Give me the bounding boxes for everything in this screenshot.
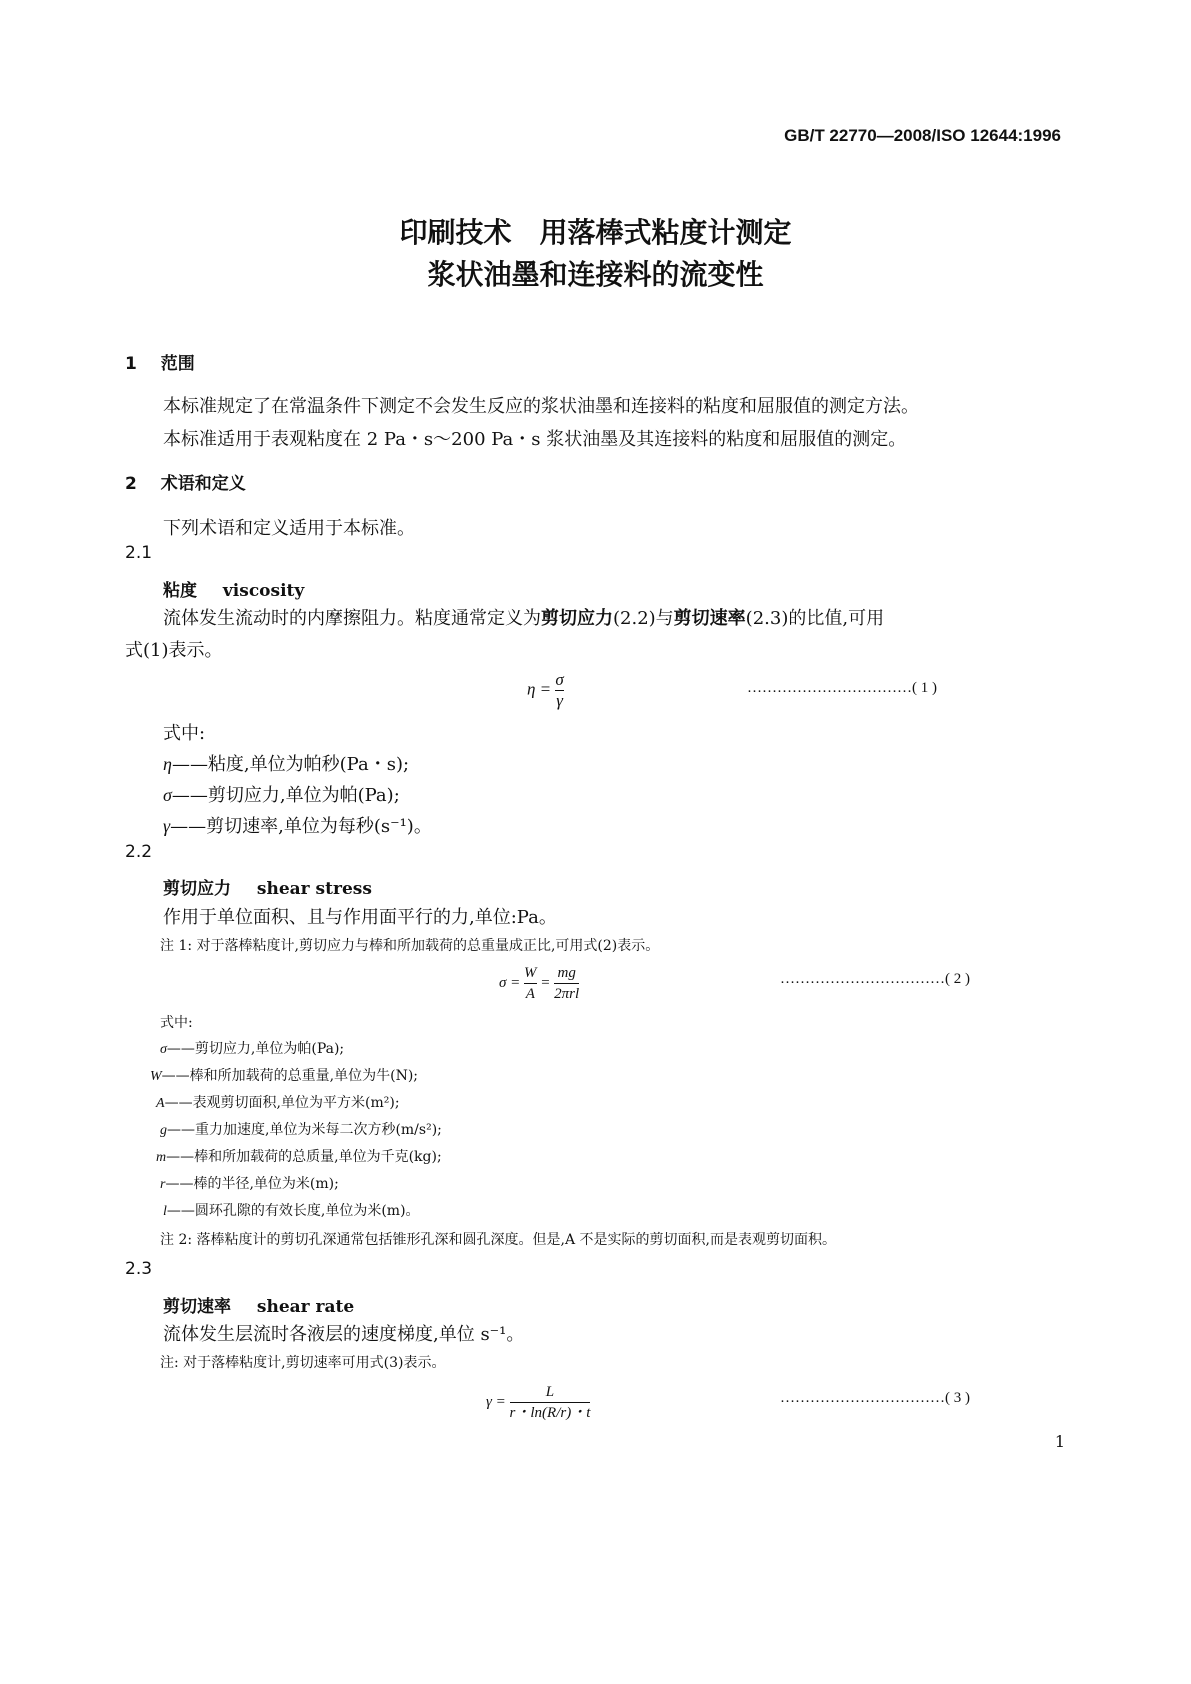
term-shear-rate bbox=[163, 1292, 354, 1317]
eq-fraction bbox=[524, 963, 537, 1004]
variable-row bbox=[163, 750, 409, 776]
title-line-2: 浆状油墨和连接料的流变性 bbox=[427, 258, 764, 291]
var-symbol: σ bbox=[163, 785, 172, 805]
section-title: 术语和定义 bbox=[160, 474, 246, 494]
section-number: 1 bbox=[125, 354, 137, 374]
where-label: 式中: bbox=[163, 723, 206, 744]
viscosity-definition bbox=[163, 604, 884, 630]
term-cn: 粘度 bbox=[163, 581, 197, 601]
var-description: ——棒的半径,单位为米(m); bbox=[165, 1176, 339, 1192]
term-shear-stress bbox=[163, 874, 372, 899]
section-1-heading bbox=[125, 349, 195, 374]
var-symbol: m bbox=[156, 1150, 167, 1165]
var-description: ——表观剪切面积,单位为平方米(m²); bbox=[164, 1095, 400, 1111]
var-description: ——棒和所加载荷的总质量,单位为千克(kg); bbox=[166, 1149, 442, 1165]
term-en: viscosity bbox=[222, 581, 305, 601]
var-symbol: W bbox=[150, 1069, 162, 1084]
eq-number: ( 1 ) bbox=[912, 680, 937, 696]
section-2-heading bbox=[125, 469, 246, 494]
eq-denominator: r・ln(R/r)・t bbox=[510, 1402, 591, 1423]
term-cn: 剪切应力 bbox=[163, 879, 231, 899]
var-symbol: σ bbox=[160, 1042, 167, 1057]
equation-3 bbox=[486, 1382, 590, 1423]
scope-paragraph-1: 本标准规定了在常温条件下测定不会发生反应的浆状油墨和连接料的粘度和屈服值的测定方法。 bbox=[163, 396, 919, 417]
eq-numerator: W bbox=[524, 965, 537, 981]
eq-denominator: 2πrl bbox=[554, 983, 579, 1004]
eq-number: ( 2 ) bbox=[945, 971, 970, 987]
def-text: (2.2)与 bbox=[613, 608, 674, 629]
var-description: ——剪切应力,单位为帕(Pa); bbox=[166, 1041, 345, 1057]
equation-1 bbox=[527, 670, 564, 711]
eq-numerator: mg bbox=[557, 965, 576, 981]
term-en: shear rate bbox=[256, 1297, 355, 1317]
title-line-1: 印刷技术 用落棒式粘度计测定 bbox=[399, 216, 792, 249]
variable-row bbox=[163, 812, 432, 838]
variable-row bbox=[156, 1092, 400, 1112]
variable-row bbox=[163, 781, 400, 807]
clause-2-1-number: 2.1 bbox=[125, 543, 153, 563]
term-viscosity bbox=[163, 576, 304, 601]
var-description: ——粘度,单位为帕秒(Pa・s); bbox=[171, 754, 410, 775]
equation-1-number bbox=[747, 680, 937, 697]
eq-fraction bbox=[554, 963, 579, 1004]
equation-2-number bbox=[780, 971, 970, 988]
equation-3-number bbox=[780, 1390, 970, 1407]
eq-denominator: γ bbox=[556, 691, 563, 710]
shear-rate-definition: 流体发生层流时各液层的速度梯度,单位 s⁻¹。 bbox=[163, 1324, 525, 1345]
eq-lhs: σ = bbox=[499, 974, 521, 991]
leader-dots: …………………………… bbox=[780, 971, 945, 987]
variable-row bbox=[156, 1146, 442, 1166]
var-description: ——圆环孔隙的有效长度,单位为米(m)。 bbox=[166, 1203, 420, 1219]
def-text: 流体发生流动时的内摩擦阻力。粘度通常定义为 bbox=[163, 608, 541, 629]
eq-equals: = bbox=[540, 974, 551, 991]
var-symbol: l bbox=[163, 1204, 167, 1219]
var-description: ——剪切速率,单位为每秒(s⁻¹)。 bbox=[170, 816, 432, 837]
viscosity-definition-cont: 式(1)表示。 bbox=[125, 640, 223, 661]
note-1: 注 1: 对于落棒粘度计,剪切应力与棒和所加载荷的总重量成正比,可用式(2)表示。 bbox=[160, 938, 660, 954]
variable-row bbox=[160, 1173, 339, 1193]
page-number: 1 bbox=[1054, 1432, 1065, 1451]
eq-numerator: σ bbox=[555, 670, 564, 689]
document-title bbox=[0, 212, 1191, 296]
clause-2-2-number: 2.2 bbox=[125, 842, 153, 862]
standard-number: GB/T 22770—2008/ISO 12644:1996 bbox=[784, 126, 1061, 145]
terms-intro: 下列术语和定义适用于本标准。 bbox=[163, 518, 415, 539]
variable-row bbox=[160, 1119, 442, 1139]
var-description: ——重力加速度,单位为米每二次方秒(m/s²); bbox=[167, 1122, 442, 1138]
note-2: 注 2: 落棒粘度计的剪切孔深通常包括锥形孔深和圆孔深度。但是,A 不是实际的剪切面积,而是表观剪切面积。 bbox=[160, 1232, 836, 1248]
variable-row bbox=[163, 1200, 420, 1220]
var-symbol: r bbox=[160, 1177, 166, 1192]
eq-lhs: γ = bbox=[486, 1393, 506, 1410]
leader-dots: …………………………… bbox=[747, 680, 912, 696]
var-description: ——棒和所加载荷的总重量,单位为牛(N); bbox=[161, 1068, 419, 1084]
equation-2 bbox=[499, 963, 579, 1004]
note: 注: 对于落棒粘度计,剪切速率可用式(3)表示。 bbox=[160, 1355, 446, 1371]
variable-row bbox=[150, 1065, 418, 1085]
var-symbol: γ bbox=[163, 816, 171, 836]
def-text: (2.3)的比值,可用 bbox=[745, 608, 885, 629]
term-en: shear stress bbox=[256, 879, 372, 899]
section-title: 范围 bbox=[160, 354, 195, 374]
scope-paragraph-2: 本标准适用于表观粘度在 2 Pa・s～200 Pa・s 浆状油墨及其连接料的粘度和屈服值的测定。 bbox=[163, 429, 907, 450]
clause-2-3-number: 2.3 bbox=[125, 1259, 153, 1279]
variable-row bbox=[160, 1038, 344, 1058]
eq-fraction bbox=[510, 1382, 591, 1423]
var-symbol: η bbox=[163, 754, 172, 774]
var-symbol: g bbox=[160, 1123, 167, 1138]
var-description: ——剪切应力,单位为帕(Pa); bbox=[171, 785, 400, 806]
term-cn: 剪切速率 bbox=[163, 1297, 231, 1317]
def-ref-shear-rate: 剪切速率 bbox=[673, 608, 746, 629]
eq-lhs: η = bbox=[527, 679, 552, 699]
where-label: 式中: bbox=[160, 1015, 193, 1031]
eq-number: ( 3 ) bbox=[945, 1390, 970, 1406]
section-number: 2 bbox=[125, 474, 137, 494]
var-symbol: A bbox=[156, 1096, 165, 1111]
eq-denominator: A bbox=[524, 983, 537, 1004]
leader-dots: …………………………… bbox=[780, 1390, 945, 1406]
def-ref-shear-stress: 剪切应力 bbox=[541, 608, 613, 629]
eq-numerator: L bbox=[545, 1384, 555, 1400]
eq-fraction bbox=[555, 670, 563, 711]
shear-stress-definition: 作用于单位面积、且与作用面平行的力,单位:Pa。 bbox=[163, 907, 557, 928]
